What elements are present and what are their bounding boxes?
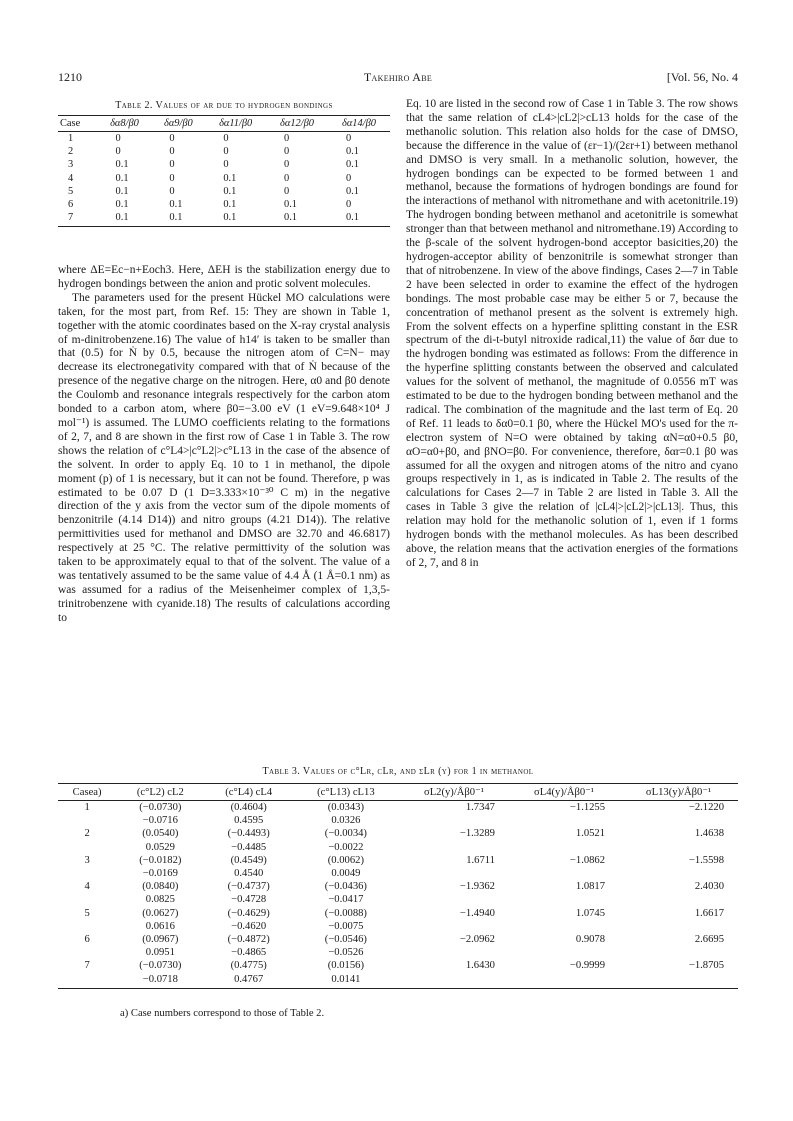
table-cell: 0.4595 (234, 815, 264, 827)
table-cell: 6 (84, 934, 90, 946)
table-row (58, 893, 738, 906)
table-row (58, 172, 390, 185)
table-cell: 5 (84, 907, 90, 919)
table-cell: 0.1 (98, 211, 152, 227)
table-cell: (0.0627) (142, 907, 179, 919)
table-cell (399, 893, 509, 906)
table-cell: 0.1 (223, 185, 237, 197)
table-cell: 0.1 (115, 172, 129, 184)
table-cell: −2.0962 (459, 934, 495, 946)
table-cell: 0 (115, 146, 121, 158)
running-author: Takehiro Abe (363, 70, 433, 84)
table-cell: (−0.0546) (324, 934, 367, 946)
table-cell (509, 946, 619, 959)
table-row (58, 841, 738, 854)
table-cell: −1.3289 (459, 828, 495, 840)
table-cell: 0.1 (284, 199, 298, 211)
paragraph: where ΔE=Ec−n+Eoch3. Here, ΔEH is the stabilization energy due to hydrogen bondings between the anion and protic solvent molecules. (58, 264, 390, 290)
table-cell: (0.4549) (230, 854, 267, 866)
table-header-cell: σL4(y)/Åβ0⁻¹ (509, 784, 619, 801)
table-cell (58, 867, 116, 880)
table-cell: 2 (84, 828, 90, 840)
table-cell: 0.1 (115, 159, 129, 171)
table-cell: (−0.0182) (139, 854, 182, 866)
table-cell: 0.0529 (145, 841, 175, 853)
table-cell: 0 (223, 159, 229, 171)
table-row (58, 814, 738, 827)
table-row (58, 880, 738, 893)
table-cell: 0 (284, 159, 290, 171)
paragraph: The parameters used for the present Hückel MO calculations were taken, for the most part, from Ref. 15: They are shown in Table 1, together with the atomic coordinates based on the X-ray crystal analysis of m-dinitrobenzene.16) The value of h14′ is taken to be smaller than that (0.5) for Ṅ by 0.5, because the nitrogen atom of C=N− may decrease its electronegativity compared with that of Ṅ because of the presence of the negative charge on the nitrogen. Here, α0 and β0 denote the Coulomb and resonance integrals respectively for the carbon atom bonded to a carbon atom, where β0=−3.00 eV (1 eV=9.648×10⁴ J mol⁻¹) is assumed. The LUMO coefficients relating to the formations of 2, 7, and 8 are shown in the first row of Case 1 in Table 3. The row shows the relation of c°L4>|c°L2|>c°L13 in the case of the absence of the solvent. In order to apply Eq. 10 to 1 in methanol, the dipole moment (p) of 1 is necessary, but it can not be found. Therefore, p was estimated to be 0.07 D (1 D=3.333×10⁻³⁰ C m) in the negative direction of the y axis from the vector sum of the dipole moments of benzonitrile (4.14 D14)) and nitro groups (4.21 D14)). The relative permittivities used for methanol and DMSO are 32.70 and 46.6817) respectively at 25 °C. The relative permittivity of the solution was taken to be approximately equal to that of the solvent. The value of a was tentatively assumed to be the same value of 4.4 Å (1 Å=0.1 nm) as was assumed for a radius of the Meisenheimer complex of 1,3,5-trinitrobenzene with cyanide.18) The results of calculations according to (58, 291, 390, 624)
table-row (58, 907, 738, 920)
running-header (58, 70, 738, 86)
table-header-cell: σL2(y)/Åβ0⁻¹ (399, 784, 509, 801)
table-cell: 0.0616 (145, 920, 175, 932)
table-cell: 0 (284, 172, 290, 184)
table-cell (619, 973, 738, 989)
table-cell: (−0.0730) (139, 960, 182, 972)
table-cell (58, 841, 116, 854)
table-cell: (−0.4493) (227, 828, 270, 840)
table-cell: (−0.4872) (227, 934, 270, 946)
table-cell (509, 814, 619, 827)
table-cell: −0.4865 (231, 947, 267, 959)
table-cell (619, 841, 738, 854)
table-cell (58, 893, 116, 906)
volume-info: [Vol. 56, No. 4 (666, 70, 738, 84)
table-cell: 4 (84, 881, 90, 893)
table-cell: 0 (284, 133, 290, 144)
table-cell (399, 867, 509, 880)
table-cell: (−0.4629) (227, 907, 270, 919)
table-row (58, 946, 738, 959)
table-row (58, 973, 738, 989)
paragraph: Eq. 10 are listed in the second row of Case 1 in Table 3. The row shows that the same relation of cL4>|cL2|>cL13 holds for the case of the methanolic solution. This relation also holds for the case of DMSO, because the difference in the value of (εr−1)/(2εr+1) between methanol and DMSO is very small. In a methanolic solution, however, the hydrogen bondings can be expected to be formed between 1 and methanol, because the formations of hydrogen bondings are found for the interactions of methanol with nitromethane and with acetonitrile.19) The hydrogen bonding between methanol and acetonitrile is somewhat stronger than that between methanol and nitromethane.19) According to the β-scale of the solvent hydrogen-bond acceptor basicities,20) the hydrogen-acceptor ability of benzonitrile is somewhat stronger than that of nitrobenzene. In view of the above findings, Cases 2—7 in Table 2 have been selected in order to examine the effect of the hydrogen bondings. The most probable case may be either 5 or 7, because the concentration of methanol present as the solvent is extremely high. From the solvent effects on a hyperfine splitting constant in the ESR spectrum of the di-t-butyl nitroxide radical,11) the value of δαr due to the hydrogen bonding was estimated as follows: From the difference in the hyperfine splitting constants between the observed and calculated values for the solvent of methanol, the magnitude of 0.0556 mT was estimated to be due to the hydrogen bonding between methanol and the radical. The combination of the magnitude and the last term of Eq. 20 of Ref. 11 leads to δα0=0.1 β0, where the Hückel MO's used for the π-electron system of N=O were obtained by taking αN=α0+0.5 β0, αO=α0+β0, and βNO=β0. For convenience, therefore, δαr=0.1 β0 was assumed for all the oxygen and nitrogen atoms of the nitro and cyano groups respectively in 1, as is indicated in Table 2. The results of the calculations for Cases 2—7 in Table 2 are listed in Table 3. All the cases in Table 3 give the relation of |cL4|>|cL2|>|cL13|. Thus, this relation may hold for the methanolic solution of 1, even if 1 forms hydrogen bonds with the methanol molecules. As has been described above, the relation means that the activation energies of the formations of 2, 7, and 8 in (406, 98, 738, 569)
table-cell: 0 (223, 133, 229, 144)
table-row (58, 933, 738, 946)
table-cell: 0 (345, 133, 352, 144)
table-cell: −1.9362 (459, 881, 495, 893)
table-cell (58, 920, 116, 933)
table-cell: 0.0141 (293, 973, 399, 989)
table-cell: −0.0526 (328, 947, 364, 959)
table-cell: 0 (223, 146, 229, 158)
table-cell (399, 814, 509, 827)
table-2 (58, 100, 390, 227)
table-cell: 1 (68, 133, 74, 144)
table-cell: (−0.0088) (324, 907, 367, 919)
table-cell: 0.1 (266, 211, 328, 227)
table-cell: 0.4540 (234, 868, 264, 880)
table-cell: −0.4485 (231, 841, 267, 853)
table-cell: 0.0825 (145, 894, 175, 906)
table-cell: −0.0716 (142, 815, 178, 827)
table-cell: (0.4604) (230, 802, 267, 813)
table-cell: (−0.0034) (324, 828, 367, 840)
table-header-cell: Casea) (58, 784, 116, 801)
table-cell: 0.1 (345, 159, 359, 171)
table-cell: −1.0862 (569, 854, 606, 866)
table-cell (399, 946, 509, 959)
table-2-caption: Table 2. Values of αr due to hydrogen bondings (115, 100, 333, 111)
table-cell: −0.4728 (231, 894, 267, 906)
table-row (58, 801, 738, 815)
table-cell (619, 920, 738, 933)
table-cell: 0 (284, 185, 290, 197)
table-cell: −1.1255 (569, 802, 606, 813)
table-cell: 1.6711 (466, 854, 495, 866)
table-header-cell: δα11/β0 (205, 116, 266, 132)
table-cell: 1 (84, 802, 90, 813)
table-cell: 0 (169, 185, 175, 197)
table-cell (619, 946, 738, 959)
table-header-cell: (c°L13) cL13 (293, 784, 399, 801)
table-cell (58, 973, 116, 989)
table-row (58, 158, 390, 171)
table-cell (58, 946, 116, 959)
table-cell: 1.0817 (575, 881, 606, 893)
table-cell (399, 841, 509, 854)
left-column-text (58, 264, 390, 626)
table-cell: −0.0718 (116, 973, 204, 989)
table-cell: (0.0967) (142, 934, 179, 946)
table-cell: 0 (284, 146, 290, 158)
table-cell: 0 (345, 172, 352, 184)
table-cell: 1.7347 (465, 802, 495, 813)
table-cell: 0.1 (345, 185, 359, 197)
right-column-text (406, 98, 738, 571)
table-cell: 0.1 (223, 199, 237, 211)
table-header-cell: (c°L4) cL4 (205, 784, 293, 801)
table-cell: 0.0951 (145, 947, 175, 959)
table-cell (509, 867, 619, 880)
table-row (58, 827, 738, 840)
table-row (58, 854, 738, 867)
table-cell: 0.4767 (205, 973, 293, 989)
table-cell (619, 814, 738, 827)
table-header-cell: δα8/β0 (98, 116, 152, 132)
table-cell: −0.9999 (569, 960, 606, 972)
table-cell: 0.1 (169, 199, 183, 211)
table-cell: −0.0075 (328, 920, 364, 932)
table-cell: −2.1220 (688, 802, 724, 813)
table-cell: 3 (84, 854, 90, 866)
table-header-cell: δα12/β0 (266, 116, 328, 132)
table-header-cell: δα14/β0 (328, 116, 390, 132)
table-cell: 2 (68, 146, 74, 158)
table-cell: −1.4940 (459, 907, 495, 919)
table-cell (509, 841, 619, 854)
table-cell: 3 (68, 159, 74, 171)
table-cell: (0.0540) (142, 828, 179, 840)
table-3-caption: Table 3. Values of c°Lr, cLr, and σLr (y) for 1 in methanol (262, 766, 534, 777)
table-row (58, 920, 738, 933)
table-cell: (0.0343) (327, 802, 364, 813)
table-cell: (−0.4737) (227, 881, 270, 893)
table-cell: 1.4638 (694, 828, 724, 840)
table-header-cell: σL13(y)/Åβ0⁻¹ (619, 784, 738, 801)
table-cell: 0.1 (115, 185, 129, 197)
table-cell: 0 (169, 133, 175, 144)
table-cell: (0.0156) (327, 960, 364, 972)
table-cell: 7 (58, 211, 98, 227)
table-cell: 0.1 (223, 172, 237, 184)
table-row (58, 198, 390, 211)
table-cell: (−0.0436) (324, 881, 367, 893)
table-row (58, 211, 390, 227)
table-cell: 6 (68, 199, 74, 211)
table-cell: 0.9078 (575, 934, 606, 946)
table-row (58, 185, 390, 198)
table-cell: 0.1 (151, 211, 205, 227)
table-cell: −0.0169 (142, 868, 178, 880)
table-cell: −0.0417 (328, 894, 364, 906)
table-cell: (0.0840) (142, 881, 179, 893)
table-cell: 0.0326 (331, 815, 361, 827)
table-cell (399, 920, 509, 933)
table-cell: 0.0049 (331, 868, 361, 880)
table-cell: 0 (345, 199, 352, 211)
table-cell: (0.4775) (230, 960, 267, 972)
table-cell: 2.4030 (694, 881, 724, 893)
table-cell: (−0.0730) (139, 802, 182, 813)
table-cell (509, 893, 619, 906)
table-cell (58, 814, 116, 827)
table-header-cell: (c°L2) cL2 (116, 784, 204, 801)
table-cell (619, 867, 738, 880)
table-cell: 7 (84, 960, 90, 972)
table-cell: 4 (68, 172, 74, 184)
table-cell: −1.5598 (688, 854, 724, 866)
table-cell: 0.1 (205, 211, 266, 227)
table-cell: (0.0062) (327, 854, 364, 866)
table-header-cell: Case (58, 116, 98, 132)
table-row (58, 145, 390, 158)
table-3-footnote: a) Case numbers correspond to those of Table 2. (120, 1008, 325, 1019)
table-cell (509, 920, 619, 933)
table-3 (58, 766, 738, 989)
table-row (58, 867, 738, 880)
table-row (58, 132, 390, 146)
table-cell: 0 (169, 159, 175, 171)
table-cell: 0.1 (328, 211, 390, 227)
table-row (58, 959, 738, 972)
table-cell (619, 893, 738, 906)
page-number: 1210 (58, 70, 82, 84)
table-cell: 2.6695 (694, 934, 724, 946)
table-cell: 0.1 (115, 199, 129, 211)
table-cell: 1.0521 (575, 828, 606, 840)
table-cell: 1.0745 (575, 907, 606, 919)
table-cell: 0 (169, 172, 175, 184)
table-cell: 1.6430 (465, 960, 495, 972)
table-cell: −0.4620 (231, 920, 267, 932)
table-cell: −0.0022 (328, 841, 364, 853)
table-header-cell: δα9/β0 (151, 116, 205, 132)
table-cell: 0.1 (345, 146, 359, 158)
table-cell: 1.6617 (694, 907, 724, 919)
table-3-grid (58, 783, 738, 989)
table-cell (509, 973, 619, 989)
table-cell: 0 (169, 146, 175, 158)
table-cell (399, 973, 509, 989)
table-2-grid (58, 115, 390, 227)
table-cell: 0 (115, 133, 121, 144)
table-cell: −1.8705 (688, 960, 724, 972)
table-cell: 5 (68, 185, 74, 197)
